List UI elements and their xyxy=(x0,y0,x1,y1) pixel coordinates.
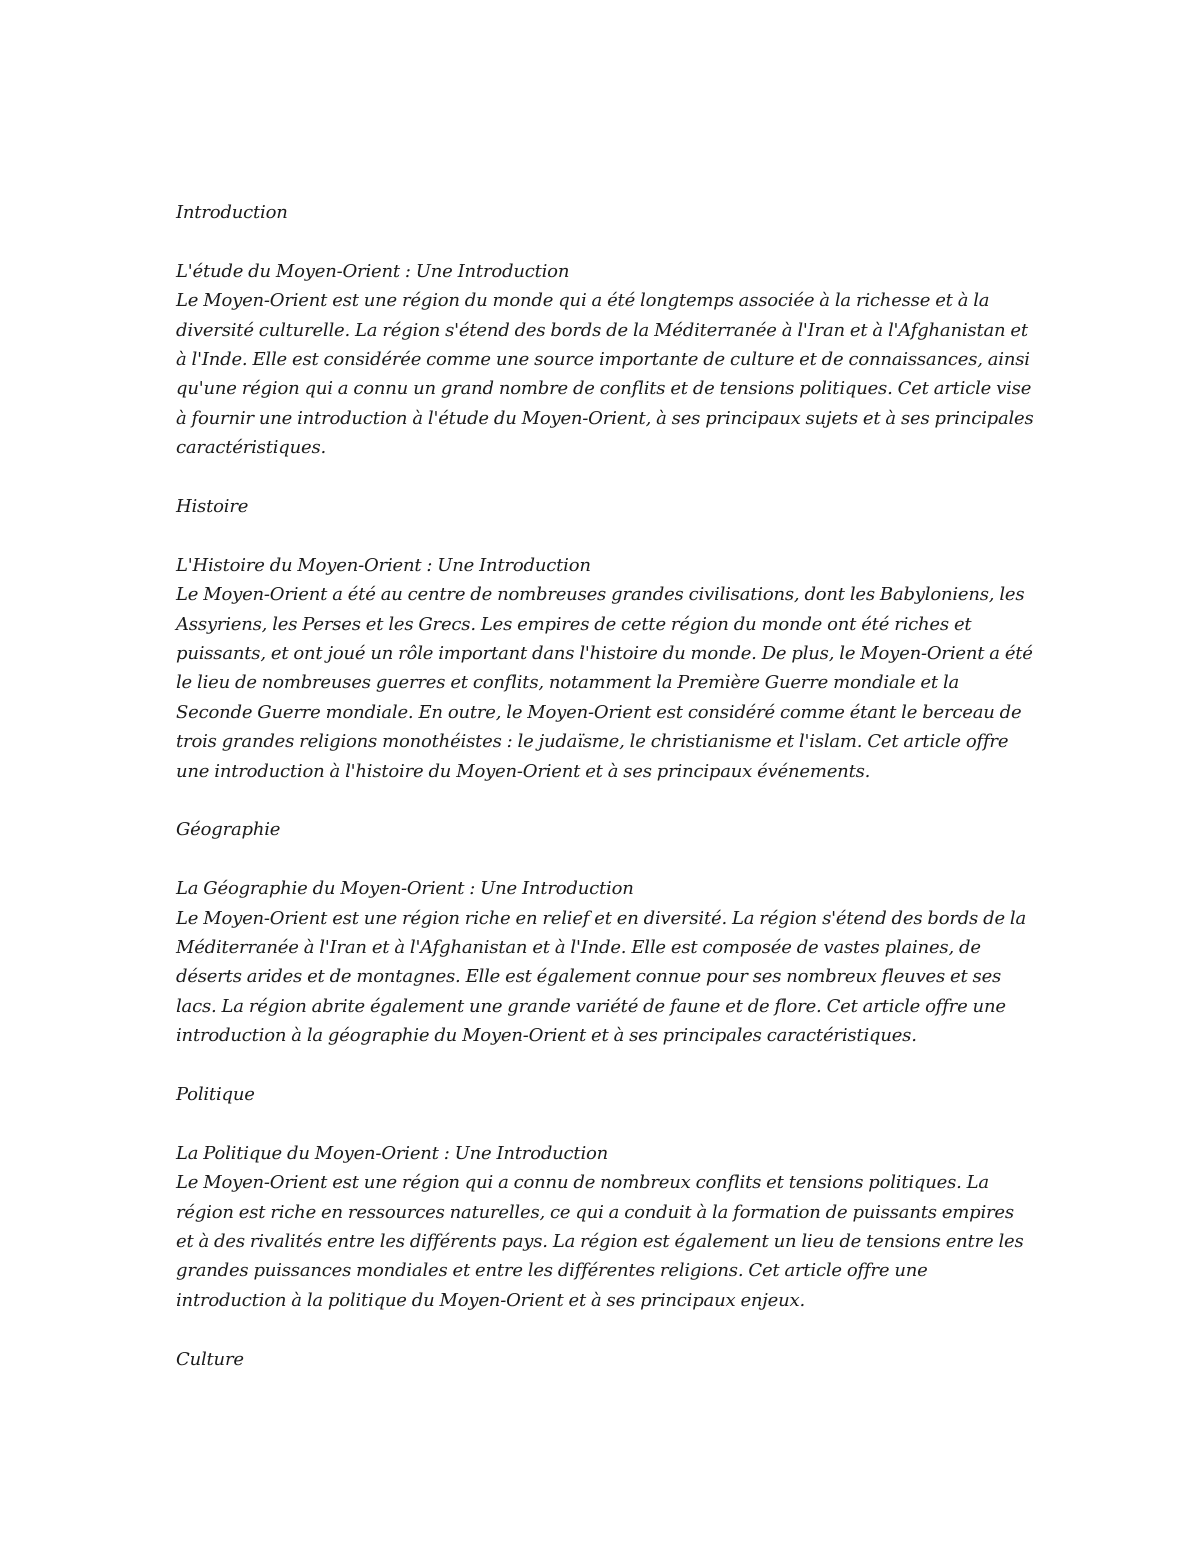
section-paragraph: Le Moyen-Orient est une région riche en relief et en diversité. La région s'étend des bords de la Méditerranée à l'Iran et à l'Afghanistan et à l'Inde. Elle est composée de vastes plaines, de déserts arides et de montagnes. Elle est également connue pour ses nombreux fleuves et ses lacs. La région abrite également une grande variété de faune et de flore. Cet article offre une introduction à la géographie du Moyen-Orient et à ses principales caractéristiques. xyxy=(176,907,1027,1047)
section-subtitle: L'Histoire du Moyen-Orient : Une Introduction xyxy=(176,554,591,576)
section-paragraph: Le Moyen-Orient est une région qui a connu de nombreux conflits et tensions politiques. La région est riche en ressources naturelles, ce qui a conduit à la formation de puissants empires et à des rivalités entre les différents pays. La région est également un lieu de tensions entre les grandes puissances mondiales et entre les différentes religions. Cet article offre une introduction à la politique du Moyen-Orient et à ses principaux enjeux. xyxy=(176,1172,1024,1311)
blank-line xyxy=(176,463,1036,492)
blank-line xyxy=(176,521,1036,550)
section-heading: Histoire xyxy=(176,496,249,518)
section-paragraph: Le Moyen-Orient est une région du monde qui a été longtemps associée à la richesse et à la diversité culturelle. La région s'étend des bords de la Méditerranée à l'Iran et à l'Afghanistan et à l'Inde. Elle est considérée comme une source importante de culture et de connaissances, ainsi qu'une région qui a connu un grand nombre de conflits et de tensions politiques. Cet article vise à fournir une introduction à l'étude du Moyen-Orient, à ses principaux sujets et à ses principales caractéristiques. xyxy=(176,290,1034,459)
section-geographie xyxy=(176,815,1036,1080)
blank-line xyxy=(176,786,1036,815)
blank-line xyxy=(176,1315,1036,1344)
section-heading: Introduction xyxy=(176,202,288,223)
blank-line xyxy=(176,1051,1036,1080)
section-heading: Culture xyxy=(176,1348,244,1370)
blank-line xyxy=(176,227,1036,256)
section-heading: Politique xyxy=(176,1084,255,1106)
section-subtitle: La Politique du Moyen-Orient : Une Introduction xyxy=(176,1142,609,1164)
blank-line xyxy=(176,845,1036,874)
section-subtitle: La Géographie du Moyen-Orient : Une Introduction xyxy=(176,878,634,900)
section-culture xyxy=(176,1345,1036,1374)
section-histoire xyxy=(176,492,1036,815)
section-paragraph: Le Moyen-Orient a été au centre de nombreuses grandes civilisations, dont les Babyloniens, les Assyriens, les Perses et les Grecs. Les empires de cette région du monde ont été riches et puissants, et ont joué un rôle important dans l'histoire du monde. De plus, le Moyen-Orient a été le lieu de nombreuses guerres et conflits, notamment la Première Guerre mondiale et la Seconde Guerre mondiale. En outre, le Moyen-Orient est considéré comme étant le berceau de trois grandes religions monothéistes : le judaïsme, le christianisme et l'islam. Cet article offre une introduction à l'histoire du Moyen-Orient et à ses principaux événements. xyxy=(176,584,1033,782)
document-body xyxy=(176,198,1036,1374)
section-introduction xyxy=(176,198,1036,492)
section-politique xyxy=(176,1080,1036,1345)
section-heading: Géographie xyxy=(176,819,281,841)
section-subtitle: L'étude du Moyen-Orient : Une Introduction xyxy=(176,260,570,282)
blank-line xyxy=(176,1109,1036,1138)
